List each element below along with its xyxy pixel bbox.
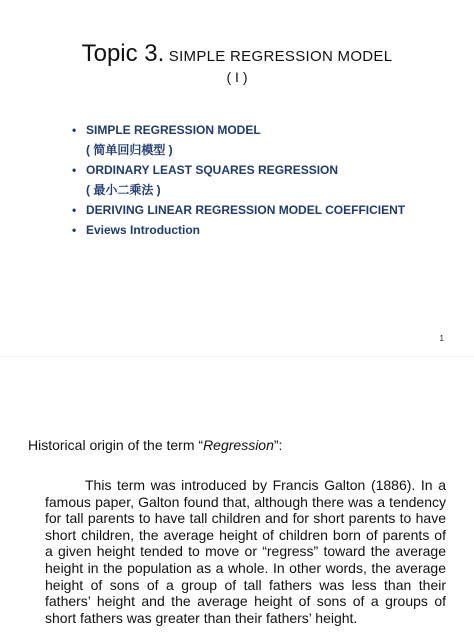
slide-title [0, 40, 474, 68]
bullet-item [72, 220, 405, 240]
title-topic: Topic 3. [81, 40, 165, 67]
bullet-text: SIMPLE REGRESSION MODEL [86, 123, 261, 137]
bullet-dot-icon: • [72, 123, 77, 137]
bullet-dot-icon: • [72, 223, 77, 237]
bullet-item [72, 160, 405, 200]
body-paragraph [45, 477, 446, 626]
page-number: 1 [439, 334, 444, 343]
bullet-dot-icon: • [72, 163, 77, 177]
title-rest: SIMPLE REGRESSION MODEL [168, 48, 393, 65]
bullet-dot-icon: • [72, 203, 77, 217]
paragraph-text: This term was introduced by Francis Galton (1886). In a famous paper, Galton found that, although there was a tendency for tall parents to have tall children and for short parents to have short children, the average height of children born of parents of a given height tended to move or “regress” toward the average height in the population as a whole. In other words, the average height of sons of a group of tall fathers was less than their fathers’ height and the average height of sons of a groups of short fathers was greater than their fathers’ height. [45, 477, 446, 626]
bullet-subtext: ( 简单回归模型 ) [86, 143, 173, 157]
slide-subtitle: ( I ) [226, 69, 248, 85]
bullet-text: DERIVING LINEAR REGRESSION MODEL COEFFICIENT [86, 203, 406, 217]
document-page [0, 357, 474, 632]
bullet-item [72, 200, 405, 220]
bullet-item [72, 120, 405, 160]
heading-prefix: Historical origin of the term “ [28, 437, 204, 453]
bullet-text: Eviews Introduction [86, 223, 201, 237]
section-heading [28, 437, 282, 453]
heading-suffix: ”: [273, 437, 283, 453]
heading-term: Regression [203, 437, 274, 453]
bullet-text: ORDINARY LEAST SQUARES REGRESSION [86, 163, 339, 177]
topic-bullet-list [72, 120, 405, 240]
bullet-subtext: ( 最小二乘法 ) [86, 183, 161, 197]
